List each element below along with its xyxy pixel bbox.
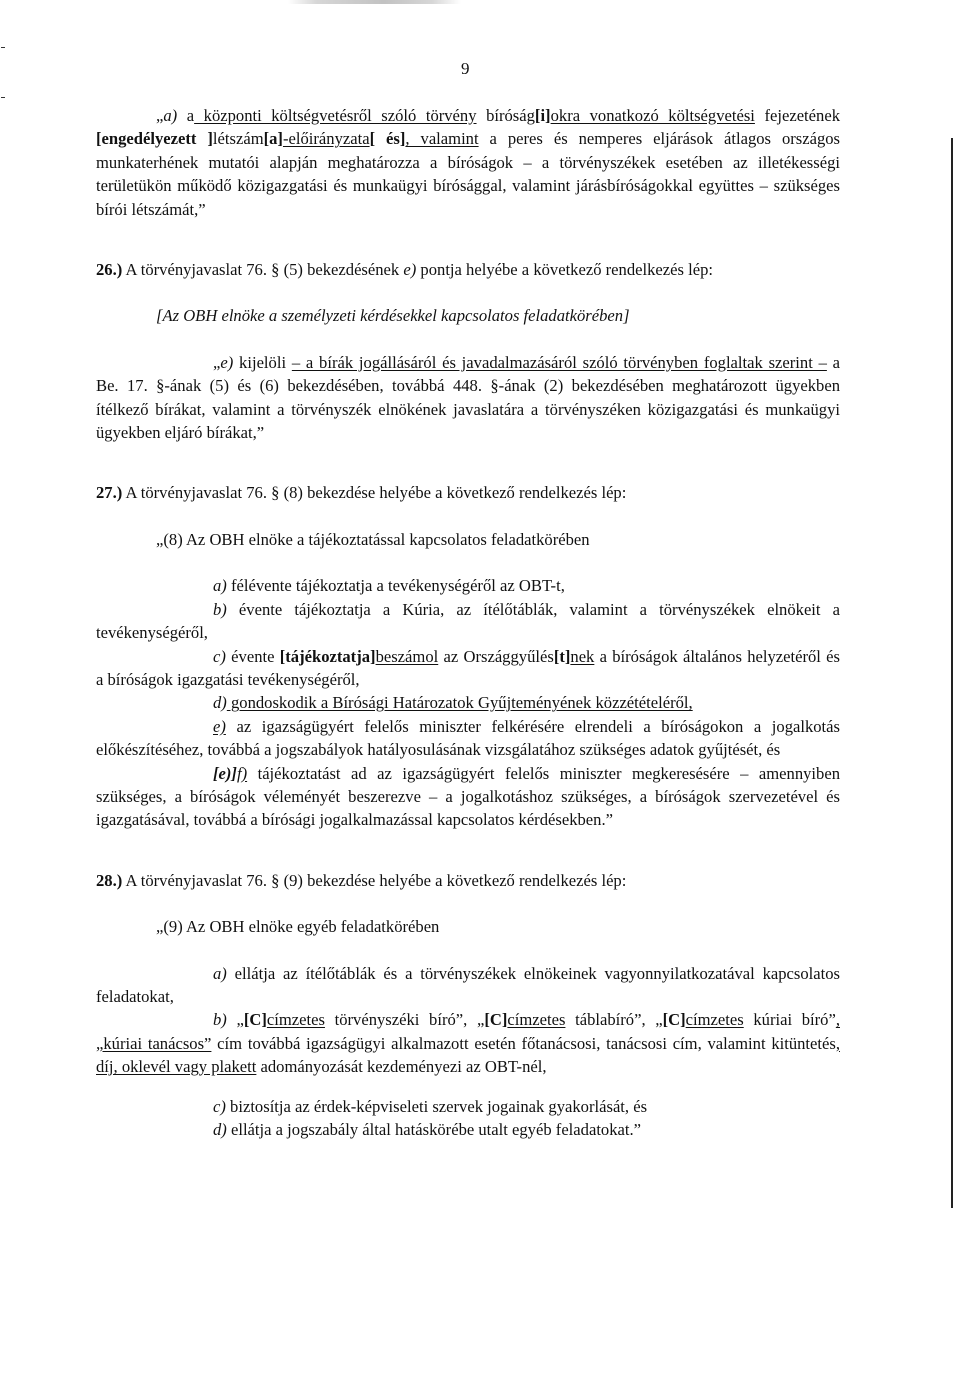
section-28-heading: 28.) A törvényjavaslat 76. § (9) bekezdése helyébe a következő rendelkezés lép: [96,870,627,890]
revision-margin-line [951,138,953,1208]
scan-top-edge [0,0,960,4]
section-28-item-c: c) biztosítja az érdek-képviseleti szervek jogainak gyakorlását, és [213,1096,648,1116]
section-27-item-e: e) az igazságügyért felelős miniszter felkérésére elrendeli a bíróságokon a jogalkotás előkészítéséhez, továbbá a jogszabályok hatályosulásának vizsgálatához szükséges adatok gyűjtését, és [96,716,840,760]
section-26-provision: „e) kijelöli – a bírák jogállásáról és javadalmazásáról szóló törvényben foglaltak szerint – a Be. 17. §-ának (5) és (6) bekezdésében, továbbá 448. §-ának (2) bekezdésében meghatározott ügyekben ítélkező bírákat, valamint a törvényszék elnökének javaslatára a törvényszéken közigazgatási és munkaügyi ügyekben eljáró bírákat,” [96,352,841,443]
section-28-item-b: b) „[C]címzetes törvényszéki bíró”, „[C]címzetes táblabíró”, „[C]címzetes kúriai bíró”, „kúriai tanácsos” cím továbbá igazságügyi alkalmazott esetén főtanácsosi, tanácsosi cím, valamint kitüntetés, díj, oklevél vagy plakett adományozását kezdeményezi az OBT-nél, [96,1010,840,1077]
intro-paragraph: „a) a központi költségvetésről szóló törvény bíróság[i]okra vonatkozó költségvetési fejezetének [engedélyezett ]létszám[a]-előirányzata[ és], valamint a peres és nemperes eljárások átlagos országos munkaterhének mutatói alapján meghatározza a bíróságok – a törvényszékek esetében az illetékességi területükön működő közigazgatási és munkaügyi bírósággal, valamint járásbíróságokkal együttes – szükséges bírói létszámát,” [96,106,841,219]
section-26-heading: 26.) A törvényjavaslat 76. § (5) bekezdésének e) pontja helyébe a következő rendelkezés lép: [96,260,713,280]
section-26-context: [Az OBH elnöke a személyzeti kérdésekkel kapcsolatos feladatkörében] [156,306,630,326]
section-27-item-b: b) évente tájékoztatja a Kúria, az ítélőtáblák, valamint a törvényszékek elnökeit a tevékenységéről, [96,599,840,643]
section-27-item-f: [e)]f) tájékoztatást ad az igazságügyért felelős miniszter megkeresésére – amennyiben szükséges, a bíróságok véleményét beszerezve – a jogalkotáshoz szükséges, a bíróságok szervezetével és igazgatásával, továbbá a bírósági jogalkalmazással kapcsolatos kérdésekben.” [96,763,840,830]
section-27-heading: 27.) A törvényjavaslat 76. § (8) bekezdése helyébe a következő rendelkezés lép: [96,483,627,503]
section-28-item-a: a) ellátja az ítélőtáblák és a törvényszékek elnökeinek vagyonnyilatkozatával kapcsolatos feladatokat, [96,963,840,1006]
page-number: 9 [461,59,470,78]
document-body [96,104,840,1141]
margin-mark [1,47,5,48]
section-27-lead: „(8) Az OBH elnöke a tájékoztatással kapcsolatos feladatkörében [156,529,590,549]
section-27-item-a: a) félévente tájékoztatja a tevékenységéről az OBT-t, [213,576,565,596]
section-27-item-c: c) évente [tájékoztatja]beszámol az Országgyűlés[t]nek a bíróságok általános helyzetéről és a bíróságok igazgatási tevékenységéről, [96,646,840,689]
section-28-item-d: d) ellátja a jogszabály által hatáskörébe utalt egyéb feladatokat.” [213,1120,642,1139]
section-27-item-d: d) gondoskodik a Bírósági Határozatok Gyűjteményének közzétételéről, [213,693,693,713]
section-28-lead: „(9) Az OBH elnöke egyéb feladatkörében [156,917,440,937]
margin-mark [1,97,5,98]
